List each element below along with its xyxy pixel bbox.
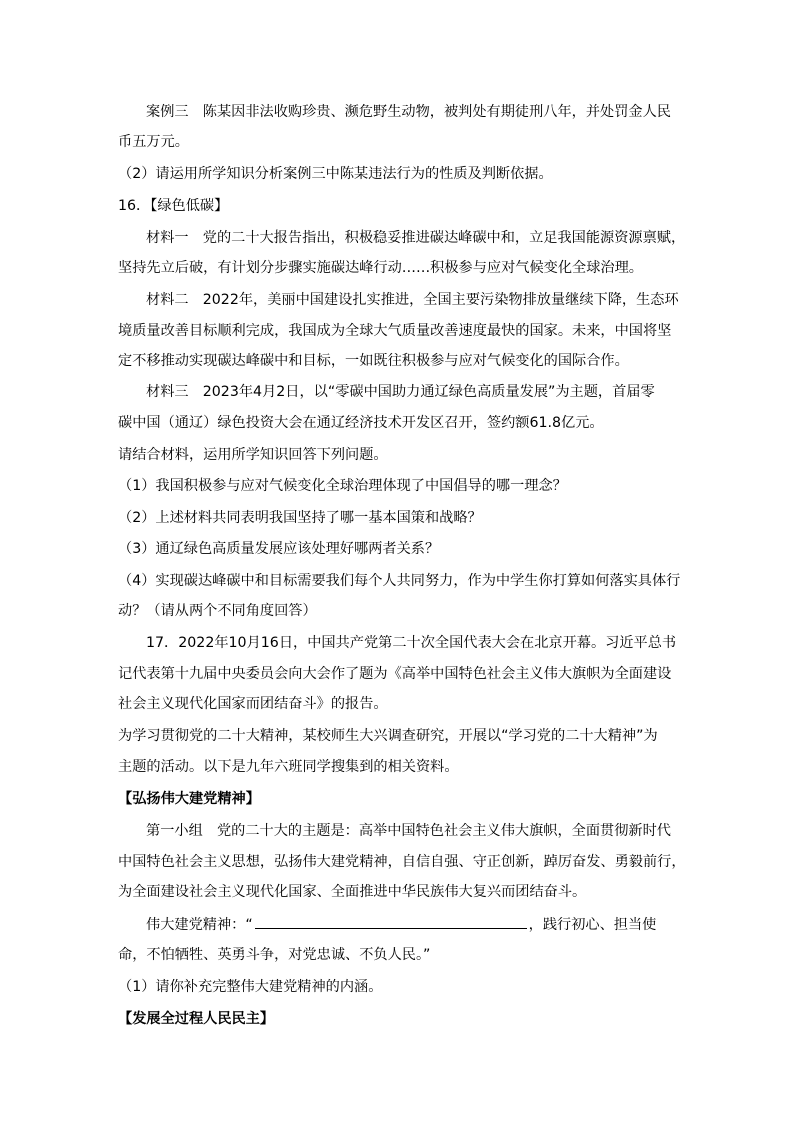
group-1-line2: 中国特色社会主义思想，弘扬伟大建党精神，自信自强、守正创新，踔厉奋发、勇毅前行，: [118, 854, 686, 870]
material-3-line2: 碳中国（通辽）绿色投资大会在通辽经济技术开发区召开，签约额61.8亿元。: [118, 415, 604, 431]
material-1-line2: 坚持先立后破，有计划分步骤实施碳达峰行动……积极参与应对气候变化全球治理。: [118, 260, 643, 276]
material-2-line3: 定不移推动实现碳达峰碳中和目标，一如既往积极参与应对气候变化的国际合作。: [118, 353, 629, 369]
fill-in-blank[interactable]: [255, 914, 527, 929]
party-spirit-suffix: ，践行初心、担当使: [528, 917, 657, 933]
question-16-1: （1）我国积极参与应对气候变化全球治理体现了中国倡导的哪一理念？: [118, 478, 567, 494]
section-heading-party-spirit: 【弘扬伟大建党精神】: [118, 791, 260, 807]
material-1-line1: 材料一 党的二十大报告指出，积极稳妥推进碳达峰碳中和，立足我国能源资源禀赋，: [146, 230, 686, 246]
section-heading-democracy: 【发展全过程人民民主】: [118, 1011, 275, 1027]
question-17-activity-line2: 主题的活动。以下是九年六班同学搜集到的相关资料。: [118, 759, 459, 775]
case3-line2: 币五万元。: [118, 134, 189, 150]
question-16-4-line1: （4）实现碳达峰碳中和目标需要我们每个人共同努力，作为中学生你打算如何落实具体行: [118, 573, 681, 589]
party-spirit-line2: 命，不怕牺牲、英勇斗争，对党忠诚、不负人民。”: [118, 947, 431, 963]
question-16-heading: 16．【绿色低碳】: [118, 198, 229, 214]
question-17-intro-line1: 17．2022年10月16日，中国共产党第二十次全国代表大会在北京开幕。习近平总书: [146, 635, 677, 651]
question-15-2: （2）请运用所学知识分析案例三中陈某违法行为的性质及判断依据。: [118, 166, 553, 182]
question-17-intro-line3: 社会主义现代化国家而团结奋斗》的报告。: [118, 696, 388, 712]
question-17-intro-line2: 记代表第十九届中央委员会向大会作了题为《高举中国特色社会主义伟大旗帜为全面建设: [118, 666, 672, 682]
group-1-line3: 为全面建设社会主义现代化国家、全面推进中华民族伟大复兴而团结奋斗。: [118, 884, 587, 900]
material-2-line1: 材料二 2022年，美丽中国建设扎实推进，全国主要污染物排放量继续下降，生态环: [146, 292, 679, 308]
party-spirit-prefix: 伟大建党精神：“: [146, 917, 253, 933]
party-spirit-line1: [146, 914, 706, 935]
material-3-line1: 材料三 2023年4月2日，以“零碳中国助力通辽绿色高质量发展”为主题，首届零: [146, 384, 655, 400]
question-17-1: （1）请你补充完整伟大建党精神的内涵。: [118, 979, 383, 995]
material-2-line2: 境质量改善目标顺利完成，我国成为全球大气质量改善速度最快的国家。未来，中国将坚: [118, 323, 672, 339]
question-16-prompt: 请结合材料，运用所学知识回答下列问题。: [118, 447, 388, 463]
question-16-2: （2）上述材料共同表明我国坚持了哪一基本国策和战略？: [118, 510, 482, 526]
group-1-line1: 第一小组 党的二十大的主题是：高举中国特色社会主义伟大旗帜，全面贯彻新时代: [146, 823, 671, 839]
question-16-4-line2: 动？（请从两个不同角度回答）: [118, 603, 317, 619]
question-16-3: （3）通辽绿色高质量发展应该处理好哪两者关系？: [118, 541, 440, 557]
case3-line1: 案例三 陈某因非法收购珍贵、濒危野生动物，被判处有期徒刑八年，并处罚金人民: [146, 104, 671, 120]
question-17-activity-line1: 为学习贯彻党的二十大精神，某校师生大兴调查研究，开展以“学习党的二十大精神”为: [118, 728, 658, 744]
